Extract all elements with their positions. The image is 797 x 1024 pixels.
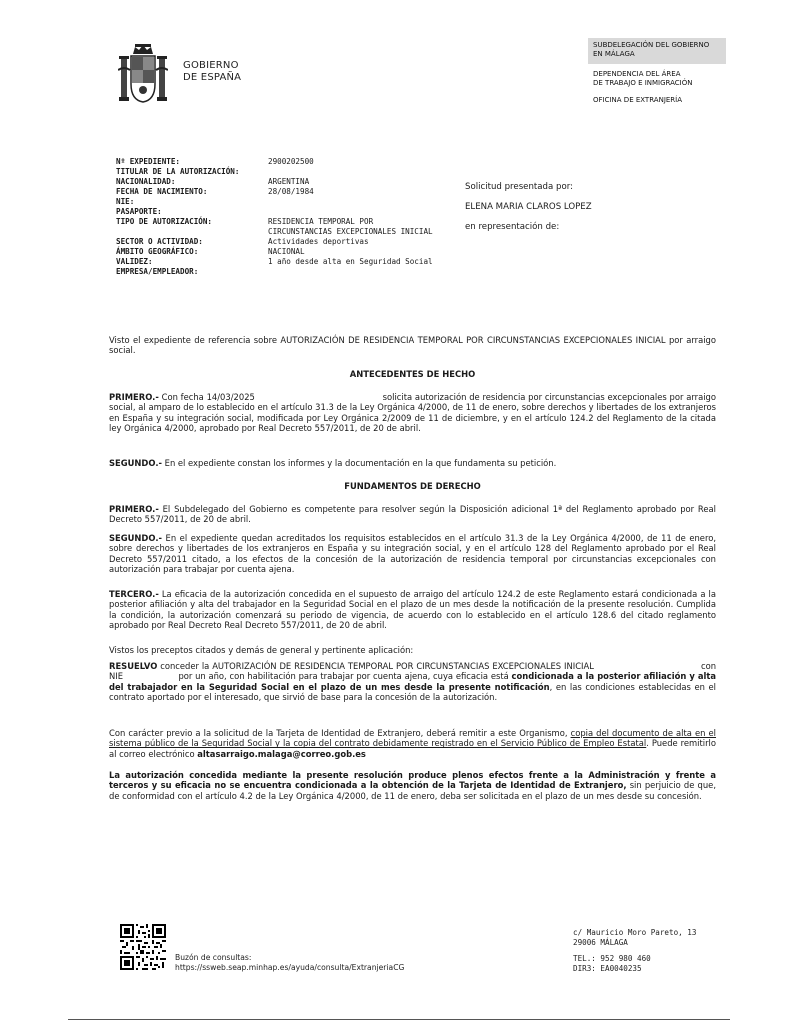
caracter-paragraph: [109, 728, 716, 759]
ant-segundo-label: SEGUNDO.-: [109, 458, 162, 468]
field-value: Actividades deportivas: [268, 237, 369, 246]
field-value: 1 año desde alta en Seguridad Social: [268, 257, 433, 266]
solicitud-block: [465, 182, 592, 242]
final-paragraph: [109, 770, 716, 801]
resuelvo-text-1: conceder la AUTORIZACIÓN DE RESIDENCIA TEMPORAL POR CIRCUNSTANCIAS EXCEPCIONALES INICIAL con NIE por un año, con habilitación para trabajar por cuenta ajena, cuya eficacia está: [109, 661, 719, 682]
field-label: PASAPORTE:: [116, 207, 162, 216]
field-value: 28/08/1984: [268, 187, 314, 196]
field-label: ÁMBITO GEOGRÁFICO:: [116, 247, 199, 256]
field-label: TITULAR DE LA AUTORIZACIÓN:: [116, 167, 240, 176]
solicitante-nombre: ELENA MARIA CLAROS LOPEZ: [465, 202, 592, 212]
field-label: FECHA DE NACIMIENTO:: [116, 187, 208, 196]
field-label: NIE:: [116, 197, 135, 206]
government-name: [183, 60, 241, 84]
field-label: NACIONALIDAD:: [116, 177, 176, 186]
bottom-divider: [68, 1019, 730, 1020]
fundamentos-title: FUNDAMENTOS DE DERECHO: [344, 481, 481, 491]
final-bold: La autorización concedida mediante la presente resolución produce plenos efectos frente a la Administración y frente a terceros y su eficacia no se encuentra condicionada a la obtención de la Tarjeta de Identidad de Extranjero,: [109, 770, 716, 791]
gov-line-2: DE ESPAÑA: [183, 72, 242, 83]
office-address: [573, 928, 696, 974]
resuelvo-paragraph: [109, 661, 719, 703]
antecedentes-segundo: [109, 458, 716, 468]
caracter-underlined: copia del documento de alta en el sistema público de la Seguridad Social y la copia del contrato debidamente registrado en el Servicio Público de Empleo Estatal: [109, 728, 717, 749]
resuelvo-bold: condicionada a la posterior afiliación y alta del trabajador en la Seguridad Social en el plazo de un mes desde la presente notificación: [109, 671, 717, 692]
field-label: Nº EXPEDIENTE:: [116, 157, 181, 166]
fun-tercero-text: La eficacia de la autorización concedida en el supuesto de arraigo del artículo 124.2 de este Reglamento estará condicionada a la posterior afiliación y alta del trabajador en la Seguridad Social en el plazo de un mes desde la notificación de la presente resolución. Cumplida la condición, la autorización comenzará su periodo de vigencia, de acuerdo con lo establecido en el artículo 128.6 del citado reglamento aprobado por Real Decreto Real Decreto 557/2011, de 20 de abril.: [109, 589, 716, 631]
field-label: TIPO DE AUTORIZACIÓN:: [116, 217, 213, 226]
fun-tercero-label: TERCERO.-: [109, 589, 159, 599]
antecedentes-title: ANTECEDENTES DE HECHO: [349, 369, 476, 379]
caracter-text-2: . Puede remitirlo al correo electrónico: [109, 738, 716, 759]
field-label: EMPRESA/EMPLEADOR:: [116, 267, 199, 276]
resuelvo-text-2: , en las condiciones establecidas en el contrato aportado por el interesado, que sirvió de base para la concesión de la autorización.: [109, 681, 716, 703]
vistos-paragraph: Vistos los preceptos citados y demás de general y pertinente aplicación:: [109, 645, 414, 655]
buzon-label: Buzón de consultas:: [175, 953, 252, 962]
fun-primero-text: El Subdelegado del Gobierno es competente para resolver según la Disposición adicional 1ª del Reglamento aprobado por Real Decreto 557/2011, de 20 de abril.: [109, 504, 716, 525]
fundamentos-tercero: [109, 589, 716, 631]
subdel-line-1: SUBDELEGACIÓN DEL GOBIERNO: [593, 41, 710, 49]
field-value: RESIDENCIA TEMPORAL POR: [268, 217, 374, 226]
gov-line-1: GOBIERNO: [183, 60, 239, 71]
fundamentos-primero: [109, 504, 716, 525]
visto-paragraph: Visto el expediente de referencia sobre AUTORIZACIÓN DE RESIDENCIA TEMPORAL POR CIRCUNSTANCIAS EXCEPCIONALES INICIAL por arraigo social.: [109, 335, 716, 356]
buzon-consultas: [175, 953, 404, 973]
dependencia-text: [593, 70, 693, 88]
email-link[interactable]: altasarraigo.malaga@correo.gob.es: [197, 748, 366, 759]
fun-segundo-text: En el expediente quedan acreditados los requisitos establecidos en el artículo 31.3 de la Ley Orgánica 4/2000, de 11 de enero, sobre derechos y libertades de los extranjeros en España y su integración social, y en el artículo 128 del Reglamento aprobado por el Real Decreto 557/2011 citado, a los efectos de la concesión de la autorización de residencia temporal por circunstancias excepcionales con autorización para trabajar por cuenta ajena.: [109, 533, 716, 575]
dir3-code: DIR3: EA0040235: [573, 964, 642, 973]
fun-segundo-label: SEGUNDO.-: [109, 533, 162, 543]
antecedentes-primero: [109, 392, 719, 434]
ant-primero-label: PRIMERO.-: [109, 392, 159, 402]
subdel-line-2: EN MÁLAGA: [593, 50, 635, 58]
ant-segundo-text: En el expediente constan los informes y la documentación en la que fundamenta su petición.: [161, 458, 557, 468]
address-line-2: 29006 MÁLAGA: [573, 938, 628, 947]
qr-code: [120, 924, 166, 970]
final-text: sin perjuicio de que, de conformidad con el artículo 4.2 de la Ley Orgánica 4/2000, de 11 de enero, deba ser solicitada en el plazo de un mes desde su concesión.: [109, 780, 716, 801]
field-label: VALIDEZ:: [116, 257, 153, 266]
ant-primero-text: Con fecha 14/03/2025 solicita autorización de residencia por circunstancias excepcionales por arraigo social, al amparo de lo establecido en el artículo 31.3 de la Ley Orgánica 4/2000, de 11 de enero, sobre derechos y libertades de los extranjeros en España y su integración social, modificada por Ley Orgánica 2/2009 de 11 de diciembre, y en el artículo 124.2 del Reglamento de la citada ley Orgánica 4/2000, aprobado por Real Decreto 557/2011, de 20 de abril.: [109, 392, 719, 434]
field-value: 2900202500: [268, 157, 314, 166]
telephone: TEL.: 952 980 460: [573, 954, 651, 963]
subdelegacion-text: [593, 41, 709, 59]
fun-primero-label: PRIMERO.-: [109, 504, 159, 514]
fundamentos-segundo: [109, 533, 716, 575]
field-value: NACIONAL: [268, 247, 305, 256]
dep-line-1: DEPENDENCIA DEL ÁREA: [593, 70, 681, 78]
oficina-text: OFICINA DE EXTRANJERÍA: [593, 96, 683, 104]
field-label: SECTOR O ACTIVIDAD:: [116, 237, 203, 246]
resuelvo-label: RESUELVO: [109, 661, 158, 671]
caracter-text-1: Con carácter previo a la solicitud de la Tarjeta de Identidad de Extranjero, deberá remitir a este Organismo,: [109, 728, 571, 738]
field-value: CIRCUNSTANCIAS EXCEPCIONALES INICIAL: [268, 227, 433, 236]
coat-of-arms-logo: [118, 42, 168, 106]
field-value: ARGENTINA: [268, 177, 310, 186]
dep-line-2: DE TRABAJO E INMIGRACIÓN: [593, 79, 693, 87]
solicitud-presentada: Solicitud presentada por:: [465, 182, 573, 192]
buzon-url[interactable]: https://ssweb.seap.minhap.es/ayuda/consulta/ExtranjeriaCG: [175, 963, 405, 972]
address-line-1: c/ Mauricio Moro Pareto, 13: [573, 928, 697, 937]
representacion-label: en representación de:: [465, 222, 560, 232]
